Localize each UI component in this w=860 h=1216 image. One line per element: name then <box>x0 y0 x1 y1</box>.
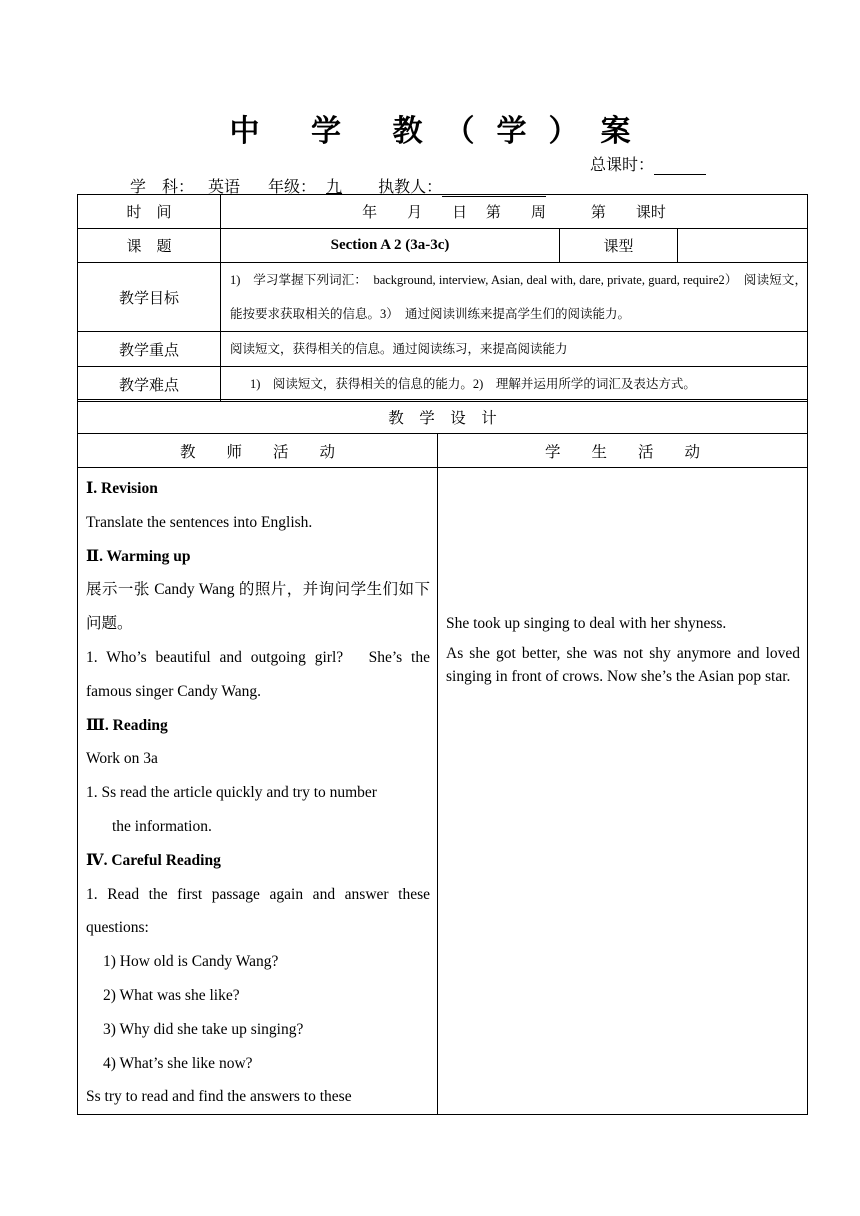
key-points-value: 阅读短文，获得相关的信息。通过阅读练习，来提高阅读能力 <box>221 332 808 367</box>
teacher-activity-line: 2) What was she like? <box>103 986 240 1004</box>
grade-value: 九 <box>326 179 343 196</box>
goals-value: 1) 学习掌握下列词汇： background, interview, Asian, deal with, dare, private, guard, require2） 阅读短文，能按要求获取相关的信息。3） 通过阅读训练来提高学生们的阅读能力。 <box>221 263 808 332</box>
teacher-activity-line: 1. Who’s beautiful and outgoing girl? She’s the famous singer Candy Wang. <box>86 648 430 700</box>
grade-label: 年级： <box>268 179 317 196</box>
teacher-label: 执教人： <box>378 179 443 196</box>
goals-label: 教学目标 <box>78 263 221 332</box>
teacher-activity-line: 1. Read the first passage again and answer these questions: <box>86 885 430 937</box>
time-value: 年 月 日 第 周 第 课时 <box>221 195 808 229</box>
total-lessons-blank <box>654 158 706 175</box>
key-points-row <box>78 332 808 367</box>
topic-value: Section A 2 (3a-3c) <box>221 229 560 263</box>
key-points-label: 教学重点 <box>78 332 221 367</box>
topic-label: 课 题 <box>78 229 221 263</box>
teaching-design-table <box>77 399 808 1115</box>
subject-label: 学 科： <box>130 179 195 196</box>
teacher-activity-line: Work on 3a <box>86 750 158 768</box>
section-heading: Ⅰ. Revision <box>86 480 158 497</box>
teacher-activity-line: 1) How old is Candy Wang? <box>103 953 279 971</box>
total-lessons-label: 总课时： <box>590 157 655 174</box>
teacher-activity-line: 1. Ss read the article quickly and try to number <box>86 784 377 802</box>
total-lessons <box>590 152 706 175</box>
section-heading: Ⅱ. Warming up <box>86 547 191 565</box>
teacher-activities-header: 教 师 活 动 <box>78 434 438 468</box>
design-title: 教 学 设 计 <box>78 400 808 434</box>
teacher-activity-line: 展示一张 Candy Wang 的照片，并询问学生们如下问题。 <box>86 581 430 633</box>
teacher-activity-list <box>86 472 430 1114</box>
type-value <box>678 229 808 263</box>
time-row <box>78 195 808 229</box>
teacher-activity-line: Translate the sentences into English. <box>86 513 313 531</box>
teacher-activity-line: Ss try to read and find the answers to these <box>86 1088 352 1106</box>
section-heading: Ⅳ. Careful Reading <box>86 851 221 869</box>
student-activities <box>438 468 808 1115</box>
section-heading: Ⅲ. Reading <box>86 716 168 734</box>
type-label: 课型 <box>560 229 678 263</box>
student-activities-header: 学 生 活 动 <box>438 434 808 468</box>
time-label: 时 间 <box>78 195 221 229</box>
difficult-points-label: 教学难点 <box>78 367 221 402</box>
difficult-points-row <box>78 367 808 402</box>
lesson-info-table <box>77 194 808 402</box>
student-activity-line: As she got better, she was not shy anymore and loved singing in front of crows. Now she’s the Asian pop star. <box>446 645 801 685</box>
teacher-activity-line: 4) What’s she like now? <box>103 1054 253 1072</box>
teacher-activities <box>78 468 438 1115</box>
teacher-activity-line: 3) Why did she take up singing? <box>103 1020 304 1038</box>
goals-row <box>78 263 808 332</box>
page-title: 中 学 教（学）案 <box>229 115 653 148</box>
subject-value: 英语 <box>208 179 241 196</box>
teacher-activity-line: the information. <box>112 817 212 835</box>
topic-row <box>78 229 808 263</box>
difficult-points-value: 1) 阅读短文，获得相关的信息的能力。2) 理解并运用所学的词汇及表达方式。 <box>221 367 808 402</box>
student-activity-line: She took up singing to deal with her shyness. <box>446 615 727 632</box>
